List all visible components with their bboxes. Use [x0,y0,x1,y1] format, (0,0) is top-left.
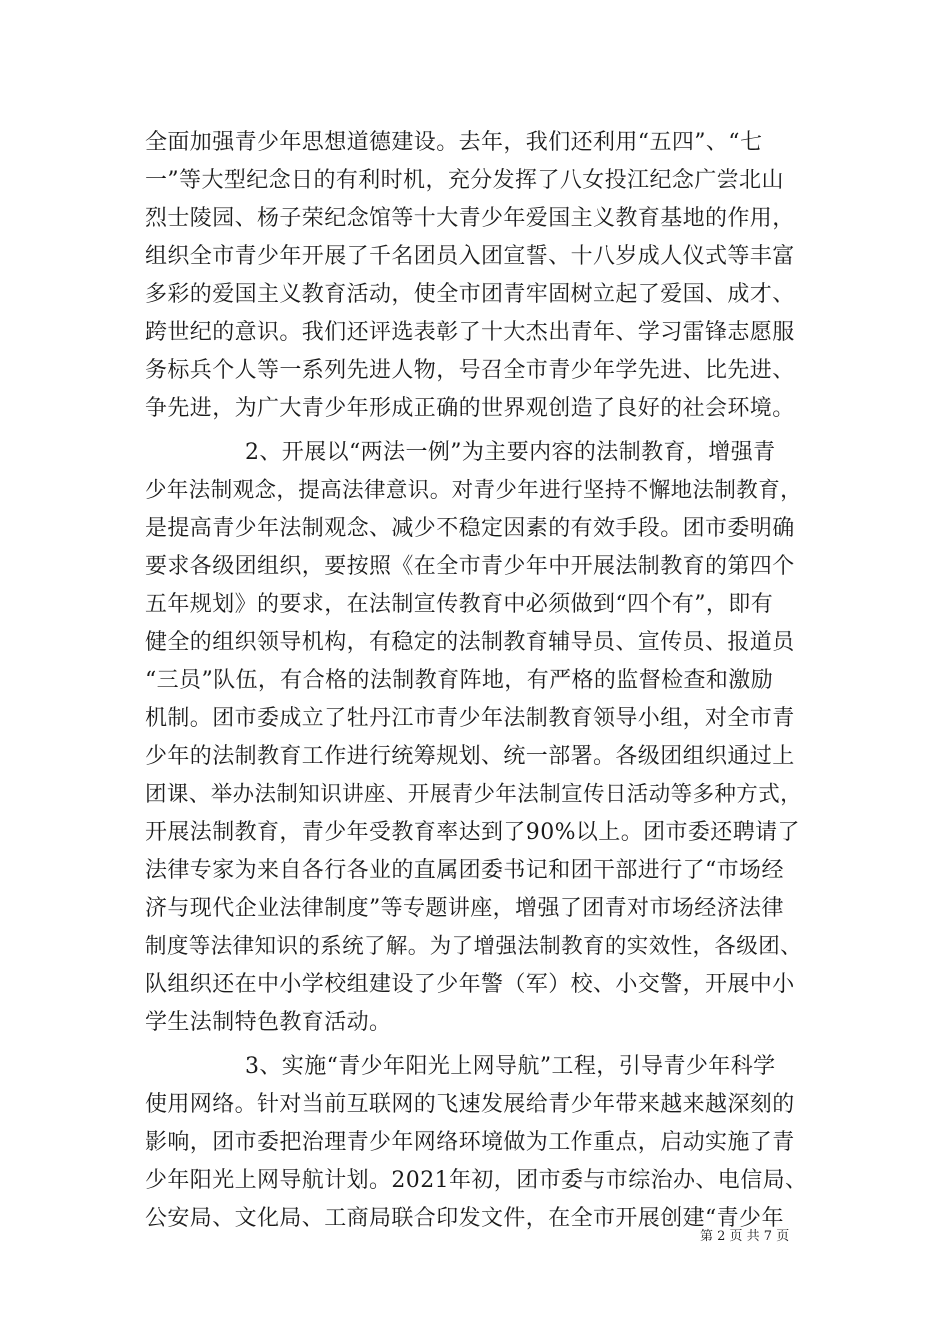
text-line: 制度等法律知识的系统了解。为了增强法制教育的实效性，各级团、 [145,934,803,959]
text-line: 少年阳光上网导航计划。2021年初，团市委与市综治办、电信局、 [145,1168,808,1193]
page-number-footer: 第 2 页 共 7 页 [700,1229,790,1244]
text-line: 队组织还在中小学校组建设了少年警（军）校、小交警，开展中小 [145,972,795,997]
text-line: 要求各级团组织，要按照《在全市青少年中开展法制教育的第四个 [145,554,795,579]
text-line: 全面加强青少年思想道德建设。去年，我们还利用“五四”、“七 [145,130,763,155]
text-line: 健全的组织领导机构，有稳定的法制教育辅导员、宣传员、报道员 [145,630,795,655]
text-line: 跨世纪的意识。我们还评选表彰了十大杰出青年、学习雷锋志愿服 [145,320,795,345]
text-line: 一”等大型纪念日的有利时机，充分发挥了八女投江纪念广尝北山 [145,168,784,193]
text-line: 少年法制观念，提高法律意识。对青少年进行坚持不懈地法制教育， [145,478,803,503]
text-line: 团课、举办法制知识讲座、开展青少年法制宣传日活动等多种方式， [145,782,803,807]
text-line: 是提高青少年法制观念、减少不稳定因素的有效手段。团市委明确 [145,516,795,541]
text-line: 影响，团市委把治理青少年网络环境做为工作重点，启动实施了青 [145,1130,795,1155]
paragraph-3-heading-line: 3、实施“青少年阳光上网导航”工程，引导青少年科学 [245,1054,776,1079]
paragraph-2-heading-line: 2、开展以“两法一例”为主要内容的法制教育，增强青 [245,440,776,465]
text-line: 法律专家为来自各行各业的直属团委书记和团干部进行了“市场经 [145,858,784,883]
text-line: 开展法制教育，青少年受教育率达到了90%以上。团市委还聘请了 [145,820,800,845]
text-line: 学生法制特色教育活动。 [145,1010,392,1035]
text-line: 使用网络。针对当前互联网的飞速发展给青少年带来越来越深刻的 [145,1092,795,1117]
text-line: 少年的法制教育工作进行统筹规划、统一部署。各级团组织通过上 [145,744,795,769]
text-line: “三员”队伍，有合格的法制教育阵地，有严格的监督检查和激励 [145,668,774,693]
text-line: 务标兵个人等一系列先进人物，号召全市青少年学先进、比先进、 [145,358,795,383]
text-line: 五年规划》的要求，在法制宣传教育中必须做到“四个有”，即有 [145,592,774,617]
text-line: 公安局、文化局、工商局联合印发文件，在全市开展创建“青少年 [145,1206,784,1231]
text-line: 济与现代企业法律制度”等专题讲座，增强了团青对市场经济法律 [145,896,784,921]
text-line: 争先进，为广大青少年形成正确的世界观创造了良好的社会环境。 [145,396,795,421]
text-line: 烈士陵园、杨子荣纪念馆等十大青少年爱国主义教育基地的作用， [145,206,795,231]
text-line: 多彩的爱国主义教育活动，使全市团青牢固树立起了爱国、成才、 [145,282,795,307]
text-line: 组织全市青少年开展了千名团员入团宣誓、十八岁成人仪式等丰富 [145,244,795,269]
text-line: 机制。团市委成立了牡丹江市青少年法制教育领导小组，对全市青 [145,706,795,731]
